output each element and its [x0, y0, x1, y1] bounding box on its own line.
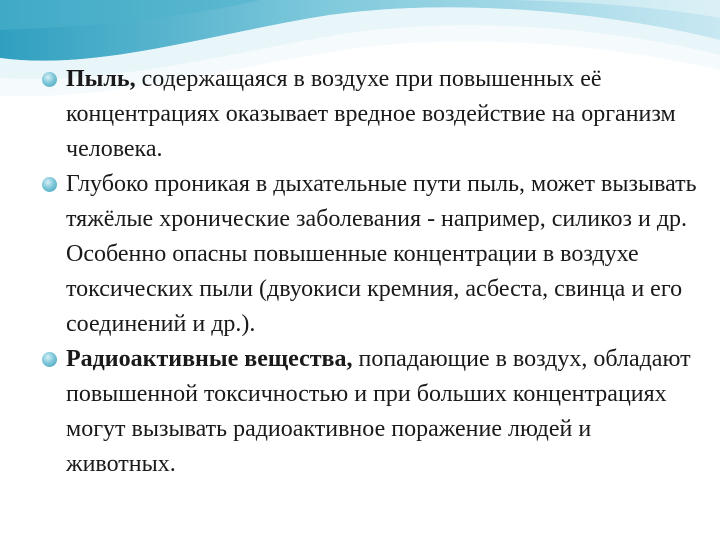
circle-bullet-icon	[42, 72, 57, 87]
bullet-item	[42, 62, 702, 167]
bullet-lead-text: Радиоактивные вещества,	[66, 346, 353, 372]
bullet-text: попадающие в воздух, обладают повышенной токсичностью и при больших концентрациях могут вызывать радиоактивное поражение людей и животных.	[66, 346, 691, 477]
bullet-item	[42, 167, 702, 342]
circle-bullet-icon	[42, 177, 57, 192]
circle-bullet-icon	[42, 352, 57, 367]
bullet-text: Глубоко проникая в дыхательные пути пыль, может вызывать тяжёлые хронические заболевания - например, силикоз и др. Особенно опасны повышенные концентрации в воздухе токсических пыли (двуокиси кремния, асбеста, свинца и его соединений и др.).	[66, 171, 697, 337]
bullet-lead-text: Пыль,	[66, 66, 136, 92]
bullet-list	[42, 62, 702, 482]
bullet-text: содержащаяся в воздухе при повышенных её концентрациях оказывает вредное воздействие на организм человека.	[66, 66, 676, 162]
bullet-item	[42, 342, 702, 482]
